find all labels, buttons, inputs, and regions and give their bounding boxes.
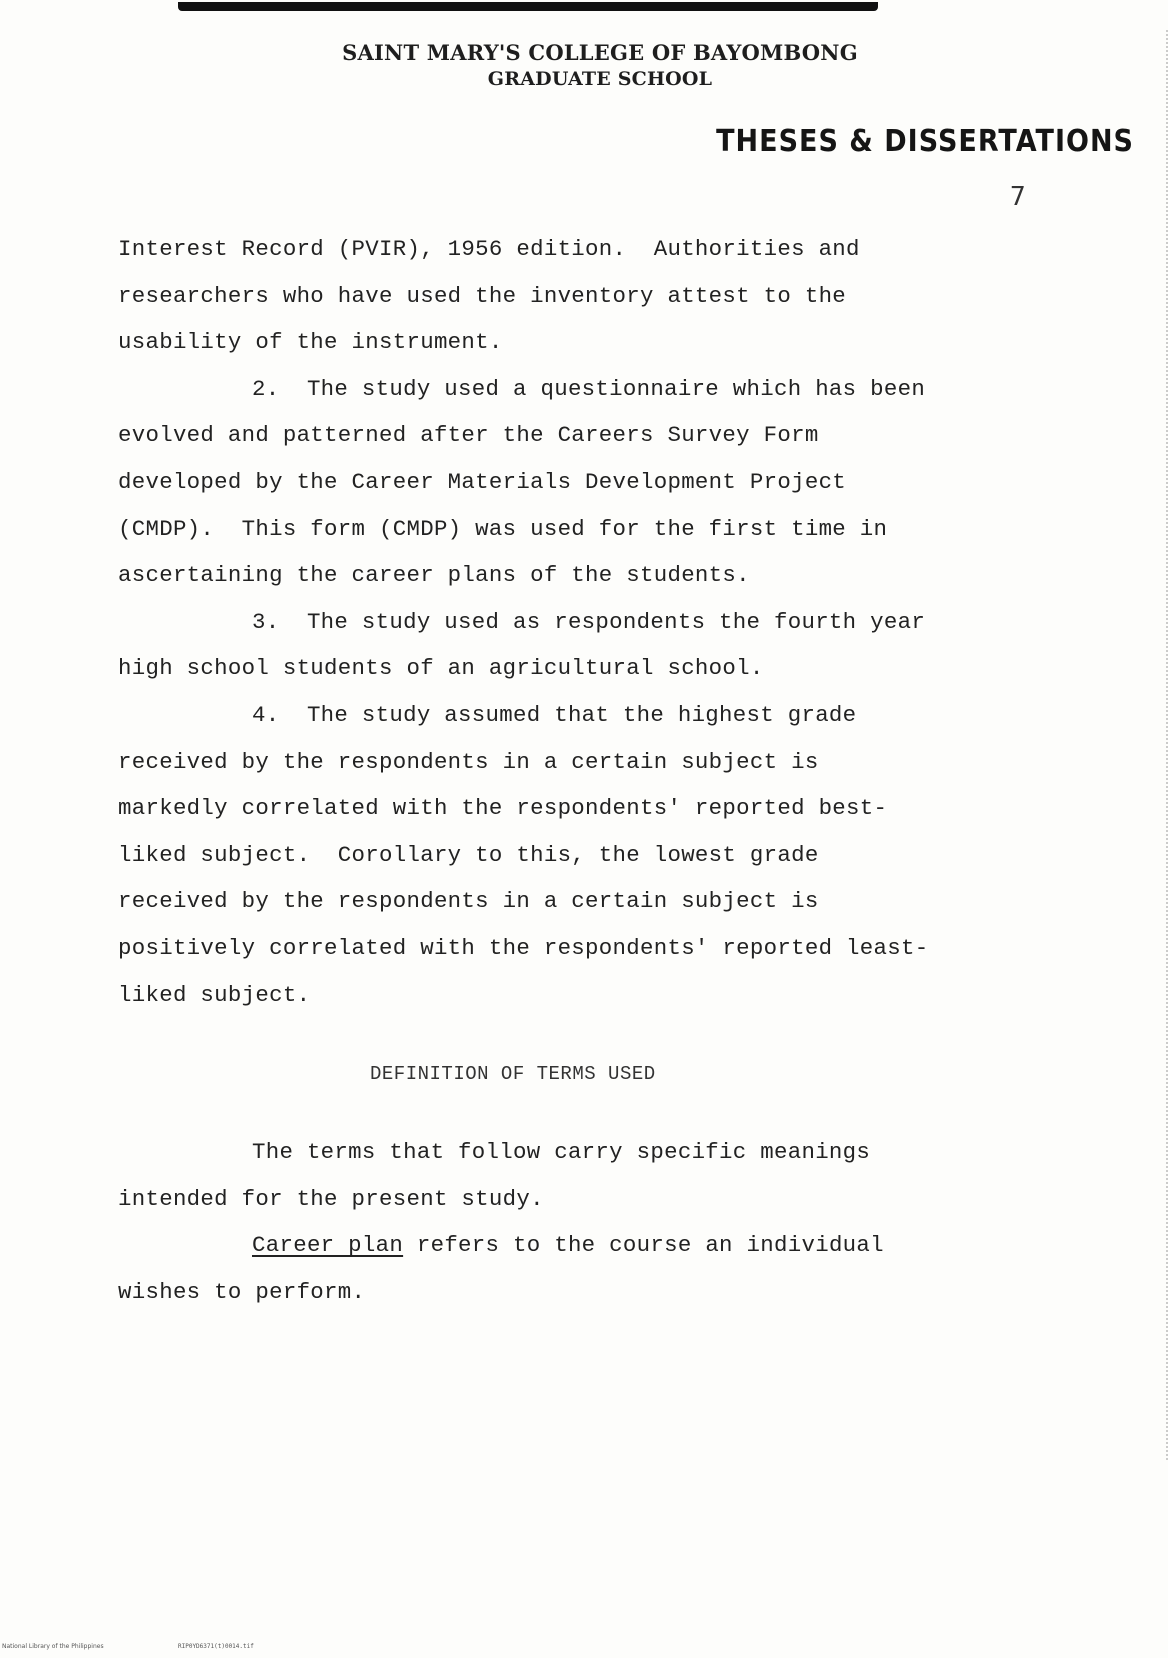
text-line: wishes to perform. bbox=[118, 1278, 366, 1305]
text-line: The terms that follow carry specific meanings bbox=[252, 1139, 871, 1166]
text-line: (CMDP). This form (CMDP) was used for the first time in bbox=[118, 515, 888, 542]
text-line: researchers who have used the inventory attest to the bbox=[118, 282, 847, 309]
text-line: Interest Record (PVIR), 1956 edition. Authorities and bbox=[118, 236, 860, 262]
body-text bbox=[118, 226, 1098, 1315]
page-number: 7 bbox=[1010, 182, 1026, 212]
text-line: usability of the instrument. bbox=[118, 329, 503, 356]
text-line: ascertaining the career plans of the students. bbox=[118, 562, 750, 589]
college-name: SAINT MARY'S COLLEGE OF BAYOMBONG bbox=[342, 40, 858, 65]
text-line: high school students of an agricultural school. bbox=[118, 655, 764, 682]
text-line: 2. The study used a questionnaire which has been bbox=[252, 375, 926, 402]
definition-line bbox=[118, 1222, 1098, 1269]
definition-text: refers to the course an individual bbox=[403, 1232, 884, 1259]
scan-edge-bar bbox=[178, 2, 878, 11]
text-line: intended for the present study. bbox=[118, 1185, 544, 1212]
text-line: liked subject. bbox=[118, 981, 311, 1008]
text-line: markedly correlated with the respondents' reported best- bbox=[118, 795, 888, 822]
text-line: positively correlated with the respondents' reported least- bbox=[118, 934, 929, 961]
text-line: liked subject. Corollary to this, the lowest grade bbox=[118, 841, 819, 868]
text-line: 4. The study assumed that the highest grade bbox=[252, 701, 857, 728]
school-name: GRADUATE SCHOOL bbox=[487, 68, 713, 90]
text-line: 3. The study used as respondents the fourth year bbox=[252, 608, 926, 635]
text-line: developed by the Career Materials Development Project bbox=[118, 468, 847, 495]
section-heading: DEFINITION OF TERMS USED bbox=[370, 1063, 656, 1086]
theses-stamp: THESES & DISSERTATIONS bbox=[716, 124, 1134, 159]
scan-edge-dots bbox=[1162, 30, 1168, 1460]
footer-file-id: RIP0YD6371(t)0014.tif bbox=[178, 1643, 254, 1650]
text-line: evolved and patterned after the Careers Survey Form bbox=[118, 422, 819, 449]
text-line: received by the respondents in a certain subject is bbox=[118, 748, 819, 775]
footer-library: National Library of the Philippines bbox=[2, 1643, 104, 1650]
term-career-plan: Career plan bbox=[252, 1232, 404, 1259]
text-line: received by the respondents in a certain subject is bbox=[118, 888, 819, 915]
